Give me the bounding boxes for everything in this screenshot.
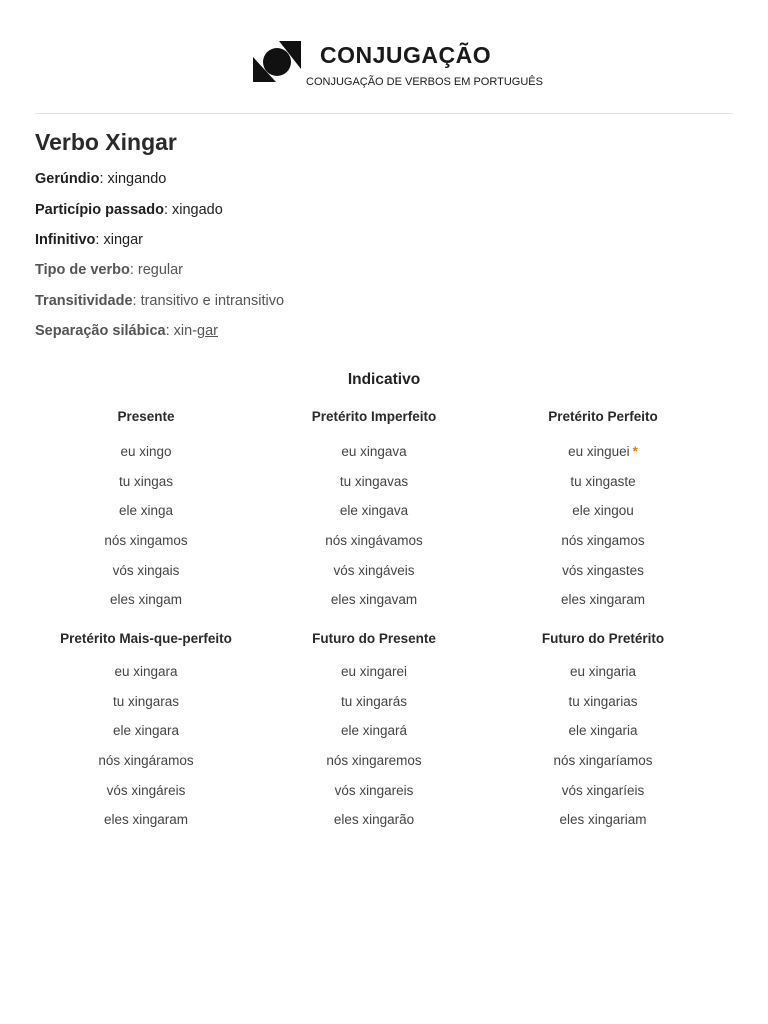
conjugation-form: nós xingamos xyxy=(104,533,188,549)
stressed-syllable: gar xyxy=(197,323,218,339)
verb-type-label: Tipo de verbo xyxy=(35,262,130,278)
conjugation-form: tu xingas xyxy=(118,473,174,489)
site-subtitle: CONJUGAÇÃO DE VERBOS EM PORTUGUÊS xyxy=(306,76,543,88)
conjugation-form: eu xingara xyxy=(114,664,178,679)
conjugation-form: vós xingareis xyxy=(334,782,414,798)
conjugation-form: vós xingáreis xyxy=(106,782,186,798)
tense-preterito-mais-que-perfeito xyxy=(31,629,261,841)
tense-name: Pretérito Mais-que-perfeito xyxy=(60,631,232,646)
tense-name: Futuro do Pretérito xyxy=(541,631,665,646)
conjugation-form: tu xingaras xyxy=(112,693,180,709)
conjugation-form: ele xingava xyxy=(339,503,409,519)
conjugation-form: tu xingarias xyxy=(568,693,638,709)
conjugation-form: eles xingavam xyxy=(330,592,418,608)
transitivity-value: transitivo e intransitivo xyxy=(140,293,285,309)
conjugation-form: eles xingaram xyxy=(103,812,189,828)
site-title[interactable]: CONJUGAÇÃO xyxy=(320,42,492,68)
mood-title: Indicativo xyxy=(347,371,421,388)
conjugation-form: nós xingáramos xyxy=(98,753,194,769)
conjugation-form: nós xingamos xyxy=(561,533,645,549)
conjugation-form: eu xingo xyxy=(120,444,172,459)
conjugation-form: eles xingam xyxy=(109,592,183,608)
conjugation-form: vós xingaríeis xyxy=(561,782,645,798)
tense-preterito-imperfeito xyxy=(259,407,489,621)
transitivity-line: Transitividade: transitivo e intransitivo xyxy=(35,293,285,309)
conjugation-form-text: eu xinguei xyxy=(568,444,630,459)
conjugation-form: nós xingaríamos xyxy=(553,753,653,769)
tense-presente xyxy=(31,407,261,621)
conjugation-form: eu xingava xyxy=(341,444,407,459)
conjugation-form: eu xingarei xyxy=(340,664,408,679)
tense-name: Futuro do Presente xyxy=(312,631,436,646)
verb-type-value: regular xyxy=(137,262,184,278)
transitivity-label: Transitividade xyxy=(35,293,133,309)
past-participle-label: Particípio passado xyxy=(35,202,164,218)
conjugation-list xyxy=(488,443,718,621)
tense-futuro-do-preterito xyxy=(488,629,718,841)
conjugation-form: nós xingávamos xyxy=(325,533,423,549)
conjugation-form: ele xingou xyxy=(572,503,634,519)
syllable-separation-label: Separação silábica xyxy=(35,323,166,339)
conjugation-form: vós xingais xyxy=(112,562,180,578)
syllable-separation-line: Separação silábica: xin-gar xyxy=(35,323,218,339)
conjugation-form: tu xingavas xyxy=(339,473,409,489)
conjugation-list xyxy=(259,443,489,621)
tense-preterito-perfeito xyxy=(488,407,718,621)
tense-name: Pretérito Perfeito xyxy=(548,409,658,424)
conjugation-form: tu xingarás xyxy=(340,693,408,709)
conjugation-form: ele xingara xyxy=(112,723,180,739)
gerund-label: Gerúndio xyxy=(35,171,100,187)
conjugation-list xyxy=(31,663,261,841)
infinitive-label: Infinitivo xyxy=(35,232,96,248)
site-header xyxy=(0,0,768,113)
infinitive-value: xingar xyxy=(103,232,143,248)
tense-futuro-do-presente xyxy=(259,629,489,841)
conjugation-form: eles xingariam xyxy=(559,812,647,828)
asterisk-icon: * xyxy=(632,444,638,459)
conjugation-form: eles xingaram xyxy=(560,592,646,608)
verb-title: Verbo Xingar xyxy=(35,129,177,155)
header-divider xyxy=(35,113,733,114)
conjugation-form: ele xinga xyxy=(118,503,174,519)
conjugation-list xyxy=(31,443,261,621)
conjugation-form: ele xingará xyxy=(340,723,408,739)
conjugation-form: eles xingarão xyxy=(333,812,415,828)
tense-name: Presente xyxy=(117,409,175,424)
conjugation-form: nós xingaremos xyxy=(326,753,422,769)
past-participle-line: Particípio passado: xingado xyxy=(35,202,223,218)
conjugation-list xyxy=(259,663,489,841)
gerund-line: Gerúndio: xingando xyxy=(35,171,167,187)
syllable-prefix: xin- xyxy=(173,323,198,339)
verb-type-line: Tipo de verbo: regular xyxy=(35,262,184,278)
conjugation-form: vós xingáveis xyxy=(333,562,415,578)
conjugation-form: tu xingaste xyxy=(570,473,636,489)
conjugation-form: eu xingaria xyxy=(569,664,637,679)
conjugacao-logo-icon[interactable] xyxy=(253,41,301,82)
past-participle-value: xingado xyxy=(172,202,223,218)
conjugation-form: vós xingastes xyxy=(562,562,644,578)
tense-name: Pretérito Imperfeito xyxy=(311,409,437,424)
conjugation-list xyxy=(488,663,718,841)
conjugation-form xyxy=(488,443,718,473)
conjugation-form: ele xingaria xyxy=(568,723,638,739)
infinitive-line: Infinitivo: xingar xyxy=(35,232,143,248)
gerund-value: xingando xyxy=(107,171,167,187)
